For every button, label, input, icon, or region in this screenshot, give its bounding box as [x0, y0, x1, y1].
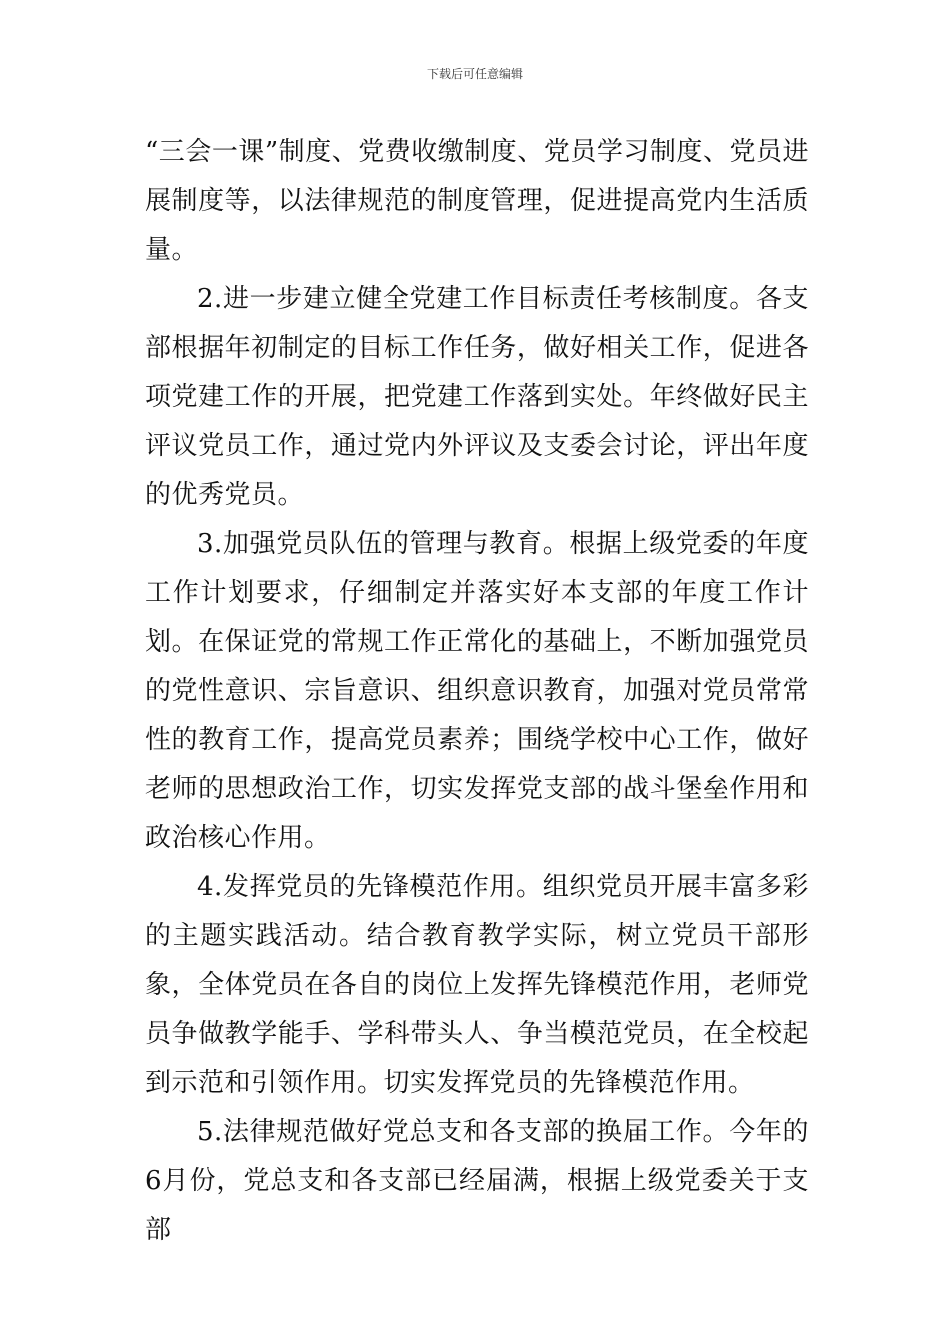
- paragraph-item-4: 4.发挥党员的先锋模范作用。组织党员开展丰富多彩的主题实践活动。结合教育教学实际，树立党员干部形象，全体党员在各自的岗位上发挥先锋模范作用，老师党员争做教学能手、学科带头人、争当模范党员，在全校起到示范和引领作用。切实发挥党员的先锋模范作用。: [145, 872, 809, 1098]
- page-header-note: 下载后可任意编辑: [426, 67, 523, 81]
- paragraph-item-5: 5.法律规范做好党总支和各支部的换届工作。今年的6月份，党总支和各支部已经届满，根据上级党委关于支部: [145, 1117, 809, 1245]
- paragraph-item-2: 2.进一步建立健全党建工作目标责任考核制度。各支部根据年初制定的目标工作任务，做好相关工作，促进各项党建工作的开展，把党建工作落到实处。年终做好民主评议党员工作，通过党内外评议及支委会讨论，评出年度的优秀党员。: [145, 284, 809, 510]
- paragraph-item-3: 3.加强党员队伍的管理与教育。根据上级党委的年度工作计划要求，仔细制定并落实好本支部的年度工作计划。在保证党的常规工作正常化的基础上，不断加强党员的党性意识、宗旨意识、组织意识教育，加强对党员常常性的教育工作，提高党员素养；围绕学校中心工作，做好老师的思想政治工作，切实发挥党支部的战斗堡垒作用和政治核心作用。: [145, 529, 809, 853]
- document-body: [145, 128, 809, 1255]
- paragraph-continued: “三会一课”制度、党费收缴制度、党员学习制度、党员进展制度等，以法律规范的制度管理，促进提高党内生活质量。: [145, 137, 809, 265]
